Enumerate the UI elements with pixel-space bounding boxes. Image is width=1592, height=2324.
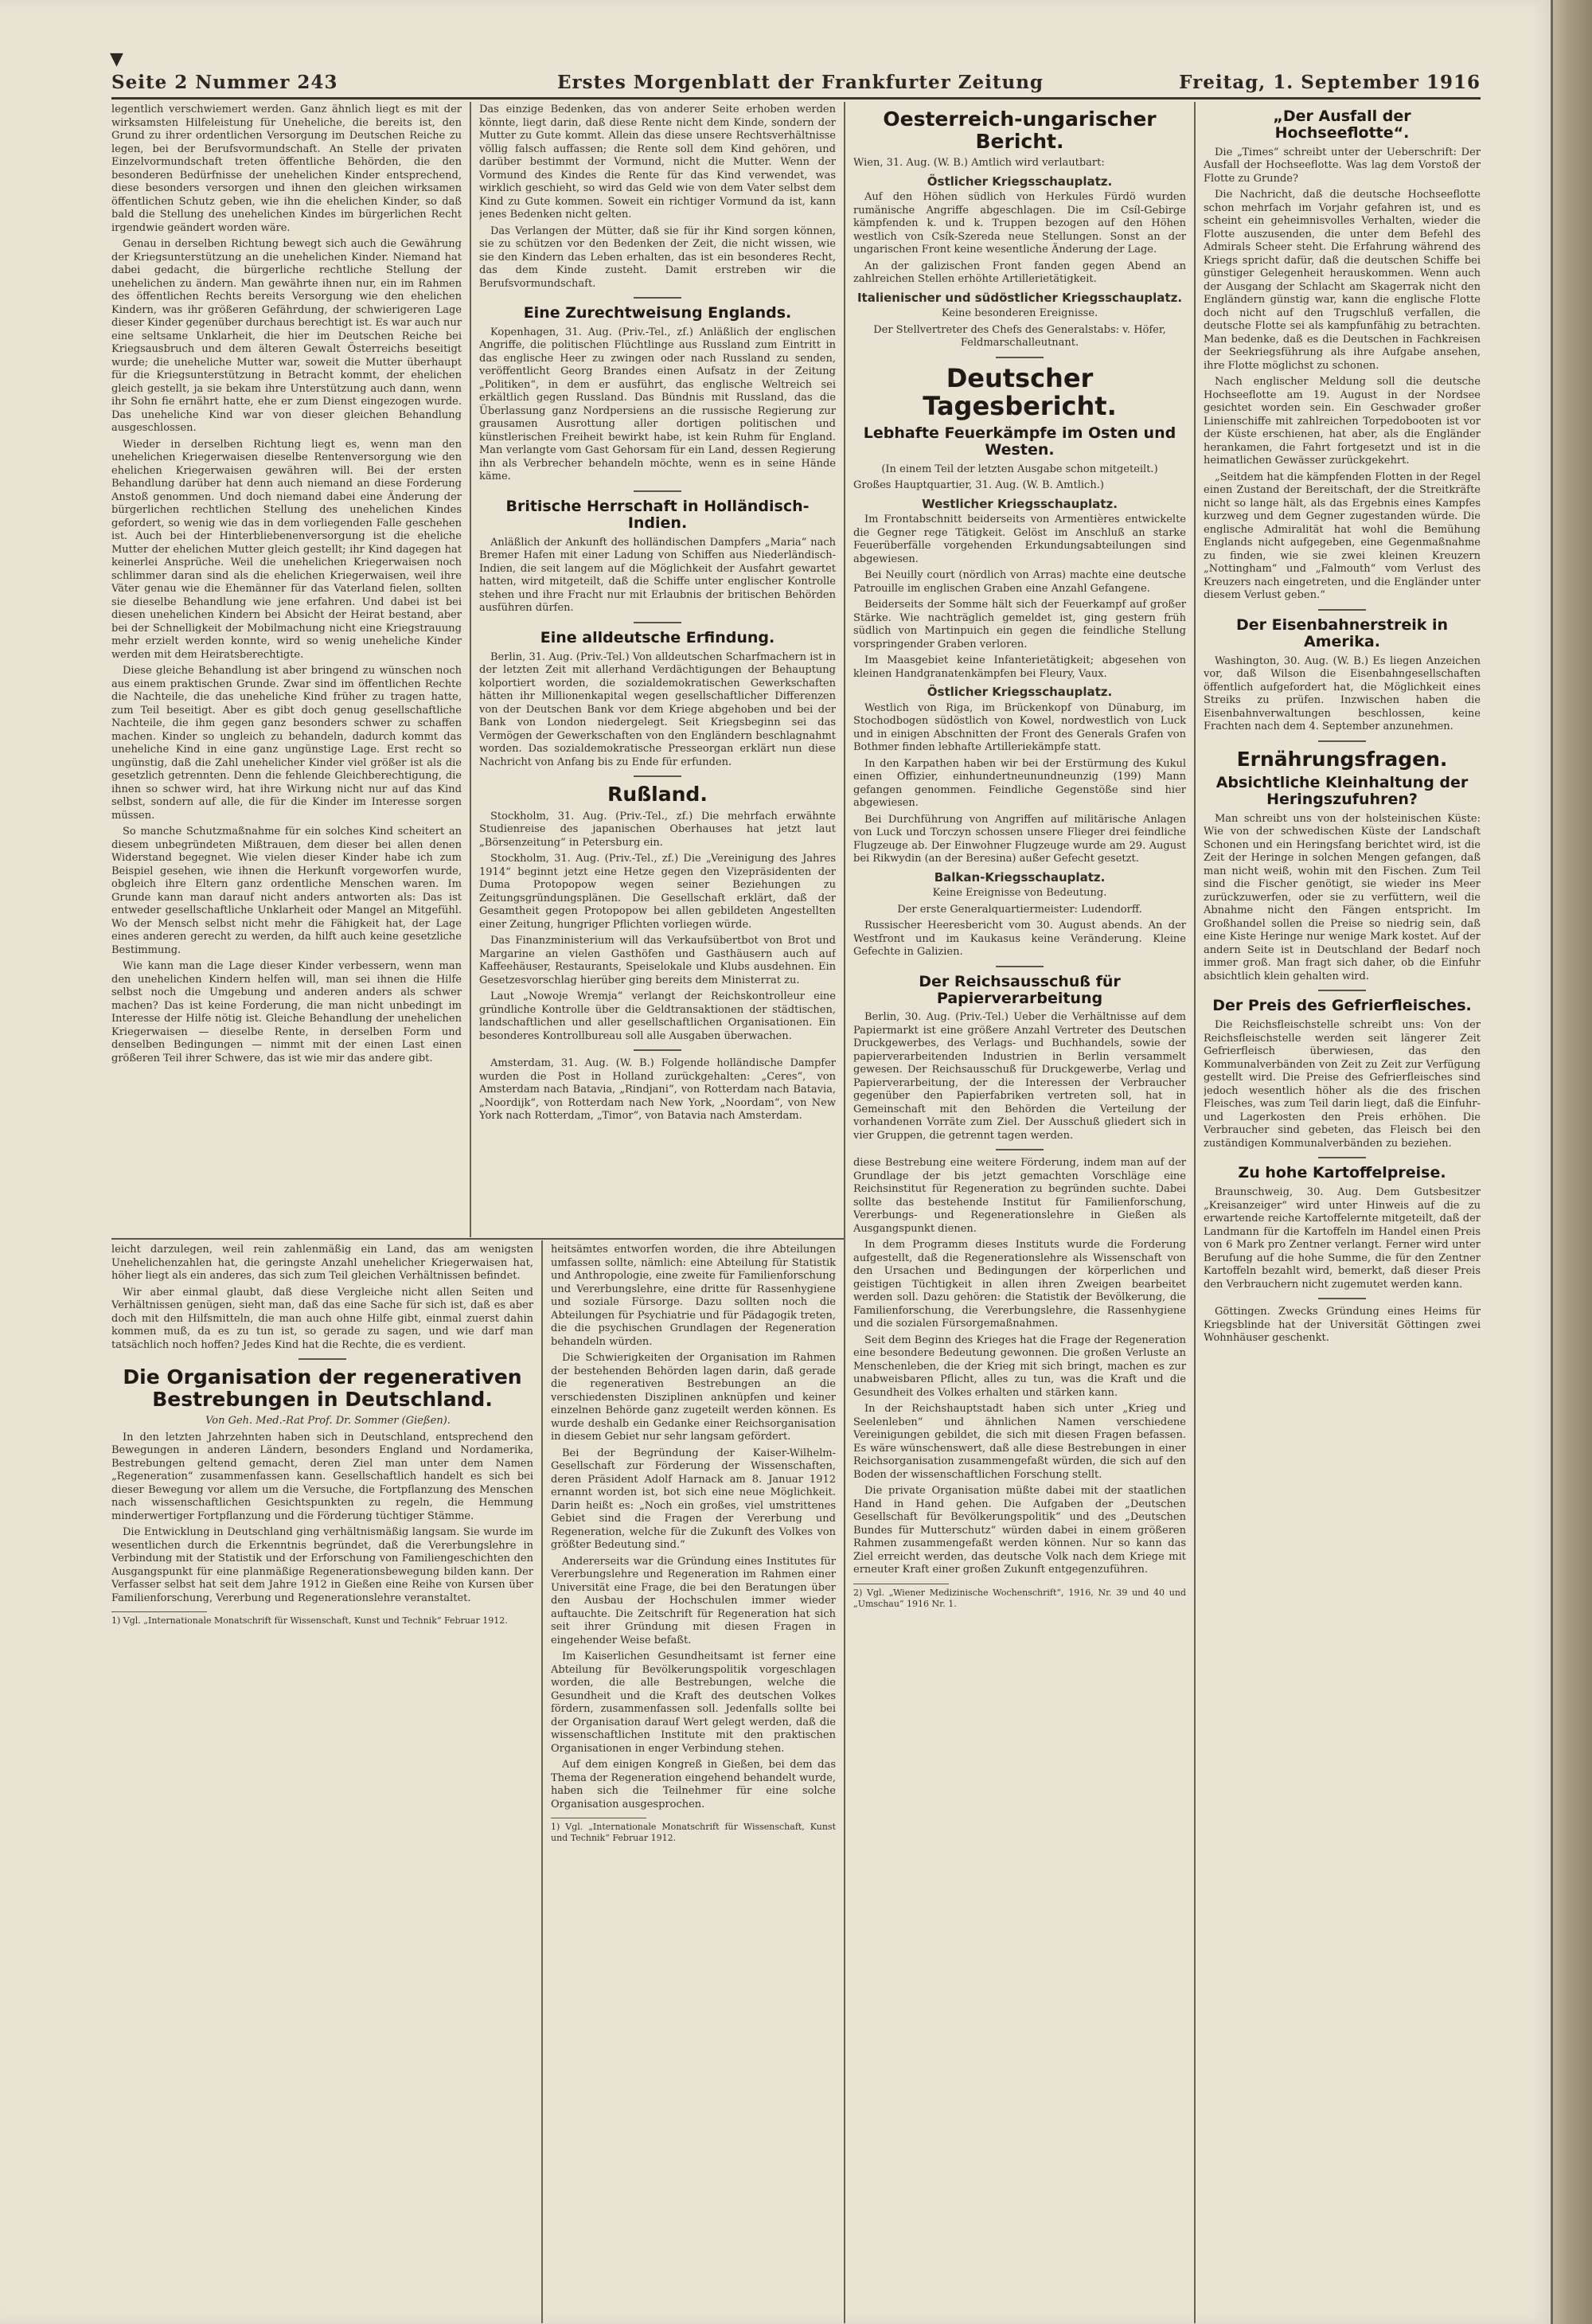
headline-hochseeflotte: „Der Ausfall der Hochseeflotte“. <box>1273 107 1411 142</box>
lower-column-2 <box>551 1244 836 2318</box>
article-divider <box>634 622 681 623</box>
text-paragraph: „Seitdem hat die kämpfenden Flotten in der Regel einen Zustand der Bereitschaft, der die Streitkräfte nicht so lange hält, als das Ergebnis eines Kampfes kurzweg und dem Gegner zugestanden würde. Die englische Admiralität hat wohl die Bemühung Englands nicht aufgegeben, eine Gegenmaßnahme zu finden, wie sie zwei kleinen Kreuzern „Nottingham“ und „Falmouth“ vom Verlust des Kreuzers nach eingetreten, und die Engländer unter diesem Verlust geben.“ <box>1204 471 1481 602</box>
article-divider <box>1318 1298 1366 1299</box>
text-paragraph: Laut „Nowoje Wremja“ verlangt der Reichskontrolleur eine gründliche Kontrolle über die Geldtransaktionen der städtischen, landschaftlichen und aller gesellschaftlichen Organisationen. Ein besonderes Kontrollbureau soll alle Ausgaben überwachen. <box>479 990 836 1042</box>
issue-date: Freitag, 1. September 1916 <box>1179 72 1481 93</box>
section-rule <box>111 1238 844 1240</box>
text-paragraph: Im Maasgebiet keine Infanterietätigkeit; abgesehen von kleinen Handgranatenkämpfen bei Fleury, Vaux. <box>853 654 1186 680</box>
text-paragraph: Andererseits war die Gründung eines Institutes für Vererbungslehre und Regeneration im Rahmen einer Universität eine Frage, die bei den Beratungen über den Ausbau der Hochschulen immer wieder auftauchte. Die Zeitschrift für Regeneration hat sich seit ihrer Gründung mit diesen Fragen in eingehender Weise befaßt. <box>551 1555 836 1646</box>
text-paragraph: Das Verlangen der Mütter, daß sie für ihr Kind sorgen können, sie zu schützen vor den Bedenken der Zeit, die nicht wissen, wie sie den Kindern das Leben erhalten, das ist ein besonderes Recht, das dem Kinde zusteht. Damit erstreben wir die Berufsvormundschaft. <box>479 225 836 290</box>
text-paragraph: Bei Durchführung von Angriffen auf militärische Anlagen von Luck und Torczyn schossen unsere Flieger drei feindliche Flugzeuge ab. Der Einwohner Flugzeuge wurde am 29. August bei Rikwydin (an der Beresina) außer Gefecht gesetzt. <box>853 813 1186 865</box>
text-paragraph: Göttingen. Zwecks Gründung eines Heims für Kriegsblinde hat der Universität Göttingen zwei Wohnhäuser geschenkt. <box>1204 1306 1481 1345</box>
text-paragraph: leicht darzulegen, weil rein zahlenmäßig ein Land, das am wenigsten Unehelichenzahlen hat, die geringste Anzahl unehelicher Kriegerwaisen hat, höher liegt als ein anderes, das sich zum Teil gleichen Verhältnissen befindet. <box>111 1244 533 1282</box>
subheadline-herring: Absichtliche Kleinhaltung der Heringszufuhren? <box>1215 774 1469 808</box>
text-paragraph: Wieder in derselben Richtung liegt es, wenn man den unehelichen Kriegerwaisen dieselbe Rentenversorgung wie den ehelichen Kriegerwaisen gewähren will. Bei der ersten Behandlung darüber hat denn auch niemand an diese Forderung Anstoß genommen. Und doch niemand dabei eine Änderung der bürgerlichen rechtlichen Stellung des unehelichen Kindes gefordert, so wenig wie das in dem vorliegenden Falle geschehen ist. Auch bei der Hinterbliebenenversorgung ist die eheliche Mutter der ehelichen Mutter gleich gestellt; ihr Kind dagegen hat keinerlei Ansprüche. Weil die unehelichen Kriegerwaisen noch schlimmer daran sind als die ehelichen Kriegerwaisen, weil ihre Väter genau wie die Ehemänner für das Vaterland fielen, sollten sie dieselbe Behandlung wie jene erfahren. Und dabei ist bei diesen unehelichen Kindern bei Absicht der Heirat bestand, aber bei der Schnelligkeit der Mobilmachung nicht eine Kriegstrauung mehr erzielt werden konnte, wird so wenig uneheliche Kinder werden mit dem Heiratsberechtigte. <box>111 438 462 661</box>
dateline: Wien, 31. Aug. (W. B.) Amtlich wird verlautbart: <box>853 157 1105 169</box>
text-paragraph: An der galizischen Front fanden gegen Abend an zahlreichen Stellen erhöhte Artillerietätigkeit. <box>853 260 1186 285</box>
footnote: 1) Vgl. „Internationale Monatschrift für Wissenschaft, Kunst und Technik“ Februar 1912. <box>111 1615 508 1626</box>
column-3 <box>853 104 1186 2318</box>
column-rule <box>541 1240 543 2323</box>
text-paragraph: Westlich von Riga, im Brückenkopf von Dünaburg, im Stochodbogen südöstlich von Kowel, nordwestlich von Luck und in einigen Abschnitten der Front des Generals Grafen von Bothmer finden lebhafte Artilleriekämpfe statt. <box>853 701 1186 754</box>
headline-russland: Rußland. <box>607 783 708 807</box>
article-divider <box>1318 609 1366 611</box>
headline-frozen-meat: Der Preis des Gefrierfleisches. <box>1212 997 1472 1015</box>
text-paragraph: Die Schwierigkeiten der Organisation im Rahmen der bestehenden Behörden lagen darin, daß gerade die regenerativen Bestrebungen an die verschiedensten Disziplinen anknüpfen und keiner einzelnen Behörde ganz zugeteilt werden können. Es wurde deshalb ein Gedanke einer Reichsorganisation in diesem Gebiet nur sehr langsam gefördert. <box>551 1352 836 1443</box>
subheading: Balkan-Kriegsschauplatz. <box>934 869 1106 885</box>
signature: Der Stellvertreter des Chefs des Generalstabs: v. Höfer, Feldmarschalleutnant. <box>873 323 1166 349</box>
headline-austria-report: Oesterreich-ungarischer Bericht. <box>883 107 1157 153</box>
text-paragraph: In den letzten Jahrzehnten haben sich in Deutschland, entsprechend den Bewegungen in anderen Ländern, besonders England und Nordamerika, Bestrebungen geltend gemacht, deren Ziel man unter dem Namen „Regeneration“ zusammenfassen kann. Gesellschaftlich handelt es sich bei dieser Bewegung vor allem um die Versuche, die Fortpflanzung des Menschen nach wissenschaftlichen Gesichtspunkten zu regeln, die Hemmung minderwertiger Fortpflanzung und die Förderung tüchtiger Stämme. <box>111 1431 533 1522</box>
text-paragraph: Washington, 30. Aug. (W. B.) Es liegen Anzeichen vor, daß Wilson die Eisenbahngesellschaften öffentlich aufgefordert hat, die Möglichkeit eines Streiks zu prüfen. Inzwischen haben die Eisenbahnverwaltungen beschlossen, keine Frachten nach dem 4. September anzunehmen. <box>1204 654 1481 733</box>
column-4 <box>1204 104 1481 2318</box>
subheading: Westlicher Kriegsschauplatz. <box>922 496 1118 511</box>
text-paragraph: diese Bestrebung eine weitere Förderung, indem man auf der Grundlage der bis jetzt gemachten Vorschläge eine Reichsinstitut für Regeneration zu begründen suchte. Dabei sollte das bestehende Institut für Familienforschung, Vererbungs- und Regenerationslehre in Gießen als Ausgangspunkt dienen. <box>853 1157 1186 1235</box>
footnote: 2) Vgl. „Wiener Medizinische Wochenschrift“, 1916, Nr. 39 und 40 und „Umschau“ 1916 Nr. 1. <box>853 1587 1186 1609</box>
column-1 <box>111 104 462 1232</box>
article-divider <box>634 490 681 492</box>
subheading: Östlicher Kriegsschauplatz. <box>927 685 1113 700</box>
text-paragraph: In der Reichshauptstadt haben sich unter „Krieg und Seelenleben“ und ähnlichen Namen verschiedene Vereinigungen gebildet, die sich mit diesen Fragen befassen. Es wäre wünschenswert, daß alle diese Bestrebungen in einer Reichsorganisation zusammengefaßt würden, die sich auf den Boden der wissenschaftlichen Forschung stellt. <box>853 1403 1186 1481</box>
text-paragraph: Keine besonderen Ereignisse. <box>941 307 1098 319</box>
headline-paper: Der Reichsausschuß für Papierverarbeitung <box>919 972 1121 1007</box>
text-paragraph: Stockholm, 31. Aug. (Priv.-Tel., zf.) Die „Vereinigung des Jahres 1914“ beginnt jetzt eine Hetze gegen den Vizepräsidenten der Duma Protopopow wegen seiner Beziehungen zu Zeitungsgründungsplänen. Die Gesellschaft erklärt, daß der Gesamtheit gegen Protopopow bei allen gebildeten Angestellten einer Zeitung, hungriger Pflichten vorliegen würde. <box>479 853 836 931</box>
footnote-rule <box>111 1611 207 1612</box>
headline-england: Eine Zurechtweisung Englands. <box>523 304 792 322</box>
article-divider <box>1318 1157 1366 1158</box>
corner-mark: ▼ <box>110 49 123 69</box>
page-header <box>111 68 1481 96</box>
lower-column-1 <box>111 1244 533 2318</box>
article-divider <box>996 1149 1044 1150</box>
headline-erfindung: Eine alldeutsche Erfindung. <box>540 628 775 646</box>
text-paragraph: Stockholm, 31. Aug. (Priv.-Tel., zf.) Die mehrfach erwähnte Studienreise des japanischen Oberhauses hat jetzt laut „Börsenzeitung“ in Petersburg ein. <box>479 810 836 849</box>
text-paragraph: Anläßlich der Ankunft des holländischen Dampfers „Maria“ nach Bremer Hafen mit einer Ladung von Schiffen aus Niederländisch-Indien, die seit langem auf die Möglichkeit der Ausfahrt gewartet hatten, wird mitgeteilt, daß die Schiffe unter englischer Kontrolle stehen und ihre Fracht nur mit Erlaubnis der britischen Behörden ausführen dürfen. <box>479 536 836 615</box>
signature: Der erste Generalquartiermeister: Ludendorff. <box>897 903 1142 916</box>
footnote: 1) Vgl. „Internationale Monatschrift für Wissenschaft, Kunst und Technik“ Februar 1912. <box>551 1822 836 1843</box>
note: (In einem Teil der letzten Ausgabe schon mitgeteilt.) <box>881 463 1158 475</box>
text-paragraph: So manche Schutzmaßnahme für ein solches Kind scheitert an diesem unbegründeten Mißtrauen, dem dieser bei allen denen Widerstand begegnet. Wie vielen dieser Kinder habe ich zum Beispiel gesehen, wie ihnen die Herkunft vorgeworfen wurde, obgleich ihre Eltern ganz ordentliche Menschen waren. Im Grunde kann man darauf nicht anders antworten als: Das ist entweder gesellschaftliche Unklarheit oder Mangel an Mitgefühl. Wo der Mensch selbst nicht mehr die Fähigkeit hat, der Lage eines anderen gerecht zu werden, da hilft auch keine gesetzliche Bestimmung. <box>111 826 462 956</box>
text-paragraph: Bei der Begründung der Kaiser-Wilhelm-Gesellschaft zur Förderung der Wissenschaften, deren Präsident Adolf Harnack am 8. Januar 1912 ernannt worden ist, bot sich eine neue Möglichkeit. Darin heißt es: „Noch ein großes, viel umstrittenes Gebiet sind die Fragen der Vererbung und Regeneration, welche für die Zukunft des Volkes von größter Bedeutung sind.“ <box>551 1447 836 1551</box>
column-rule <box>470 102 471 1237</box>
article-divider <box>996 357 1044 358</box>
headline-nutrition: Ernährungsfragen. <box>1236 747 1448 771</box>
column-rule <box>1194 102 1196 2323</box>
column-rule <box>844 102 845 2323</box>
headline-holland: Britische Herrschaft in Holländisch-Indien. <box>505 497 810 532</box>
text-paragraph: Diese gleiche Behandlung ist aber bringend zu wünschen noch aus einem praktischen Grunde. Zwar sind im öffentlichen Rechte die Nachteile, die das uneheliche Kind früher zu tragen hatte, zum Teil beseitigt. Aber es gibt doch genug gesellschaftliche Nachteile, die ihm gegen ganz besonders schwer zu schaffen machen. Kinder so ungleich zu behandeln, dadurch kommt das uneheliche Kind in eine ganz ungünstige Lage. Erst recht so ungünstig, daß die Zahl unehelicher Kinder viel größer ist als die gesetzlich getrennten. Denn die fehlende Gleichberechtigung, die ihnen so schwer wird, hat ihre Wirkung nicht nur auf das Kind selbst, sondern auf alle, die für die Kinder im Interesse sorgen müssen. <box>111 665 462 822</box>
text-paragraph: Seit dem Beginn des Krieges hat die Frage der Regeneration eine besondere Bedeutung gewonnen. Die großen Verluste an Menschenleben, die der Krieg mit sich bringt, machen es zur unabweisbaren Pflicht, alles zu tun, was die Kraft und die Gesundheit des Volkes erhalten und stärken kann. <box>853 1334 1186 1399</box>
text-paragraph: Man schreibt uns von der holsteinischen Küste: Wie von der schwedischen Küste der Landschaft Schonen und ein Heringsfang berichtet wird, ist die Zeit der Heringe in solchen Mengen gefangen, daß man nicht weiß, wohin mit den Fischen. Zum Teil sind die Fischer genötigt, sie wieder ins Meer zurückzuwerfen, oder sie zu verfüttern, weil die Abnahme nicht den Fängen entspricht. Im Großhandel sollen die Preise so niedrig sein, daß eine Kiste Heringe nur wenige Mark kostet. Auf der andern Seite ist in Deutschland der Bedarf noch immer groß. Man fragt sich daher, ob die Einfuhr absichtlich klein gehalten wird. <box>1204 812 1481 982</box>
newspaper-title: Erstes Morgenblatt der Frankfurter Zeitung <box>557 72 1044 93</box>
text-paragraph: Genau in derselben Richtung bewegt sich auch die Gewährung der Kriegsunterstützung an die unehelichen Kinder. Niemand hat dabei gedacht, die bürgerliche rechtliche Stellung der unehelichen zu ändern. Man gewährte ihnen nur, ein im Rahmen des öffentlichen Rechts bereits Versorgung wie den ehelichen Kindern, was ihr größeren Gefährdung, der schwierigeren Lage dieser Kinder gegenüber durchaus berechtigt ist. Es war auch nur eine seltsame Unklarheit, die hier im Deutschen Reiche bei Kriegsausbruch und dem älteren Gewalt Österreichs beseitigt wurde; die uneheliche Mutter war, soweit die Mutter überhaupt für die Kriegsunterstützung in Betracht kommt, der ehelichen gleich gestellt, ja sie bekam ihre Unterstützung auch dann, wenn ihr Sohn fie ernährt hatte, ehe er zum Dienst eingezogen wurde. Das uneheliche Kind war von dieser gleichen Behandlung ausgeschlossen. <box>111 238 462 434</box>
text-paragraph: Bei Neuilly court (nördlich von Arras) machte eine deutsche Patrouille im englischen Graben eine Anzahl Gefangene. <box>853 569 1186 595</box>
text-paragraph: Keine Ereignisse von Bedeutung. <box>932 887 1107 900</box>
subheading: Italienischer und südöstlicher Kriegsschauplatz. <box>856 290 1183 305</box>
text-paragraph: In dem Programm dieses Instituts wurde die Forderung aufgestellt, daß die Regenerationslehre als Wissenschaft von den Ursachen und Bedingungen der körperlichen und geistigen Tüchtigkeit in allen ihren Zweigen bearbeitet werden soll. Dazu gehören: die Statistik der Bevölkerung, die Familienforschung, die Vererbungslehre, die Rassenhygiene und die sozialen Fürsorgemaßnahmen. <box>853 1239 1186 1330</box>
text-paragraph: Das Finanzministerium will das Verkaufsübertbot von Brot und Margarine an vielen Gasthöfen und Gasthäusern auch auf Kaffeehäuser, Restaurants, Speiselokale und Klubs ausdehnen. Ein Gesetzesvorschlag hierüber ging bereits dem Ministerrat zu. <box>479 935 836 986</box>
headline-german-report: Deutscher Tagesbericht. <box>923 362 1117 421</box>
text-paragraph: Nach englischer Meldung soll die deutsche Hochseeflotte am 19. August in der Nordsee gesichtet worden sein. Ein Geschwader großer Linienschiffe mit zahlreichen Torpedobooten ist vor der Küste erschienen, hat aber, als die Engländer herankamen, die Fahrt fortgesetzt und ist in die heimatlichen Gewässer zurückgekehrt. <box>1204 376 1481 467</box>
article-divider <box>634 1049 681 1051</box>
subheadline-german-report: Lebhafte Feuerkämpfe im Osten und Westen. <box>863 424 1176 459</box>
column-2 <box>479 104 836 1232</box>
page-number: Seite 2 Nummer 243 <box>111 72 338 93</box>
text-paragraph: Berlin, 30. Aug. (Priv.-Tel.) Ueber die Verhältnisse auf dem Papiermarkt ist eine größere Anzahl Vertreter des Deutschen Druckgewerbes, des Verlags- und Buchhandels, sowie der papierverarbeitenden Industrien in Berlin versammelt gewesen. Der Reichsausschuß für Druckgewerbe, Verlag und Papierverarbeitung, der die Interessen der Verbraucher gegenüber den Papierfabriken vertreten soll, hat in Gemeinschaft mit den Behörden die Verteilung der vorhandenen Vorräte zum Ziel. Der Ausschuß gliedert sich in vier Gruppen, die getrennt tagen werden. <box>853 1011 1186 1142</box>
text-paragraph: Berlin, 31. Aug. (Priv.-Tel.) Von alldeutschen Scharfmachern ist in der letzten Zeit mit allerhand Verdächtigungen der Behauptung kolportiert worden, die sozialdemokratischen Gewerkschaften hätten ihr Millionenkapital wegen gesellschaftlicher Differenzen von der Deutschen Bank vor dem Kriege abgehoben und bei der Bank von London niedergelegt. Seit Kriegsbeginn sei das Vermögen der Gewerkschaften von den Engländern beschlagnahmt worden. Das sozialdemokratische Presseorgan erklärt nun diese Nachricht von Anfang bis zu Ende für erfunden. <box>479 650 836 768</box>
headline-regeneration: Die Organisation der regenerativen Bestrebungen in Deutschland. <box>123 1365 522 1411</box>
article-divider <box>996 966 1044 967</box>
book-page-edge <box>1551 0 1592 2324</box>
text-paragraph: In den Karpathen haben wir bei der Erstürmung des Kukul einen Offizier, einhundertneunundneunzig (199) Mann gefangen genommen. Feindliche Gegenstöße sind hier abgewiesen. <box>853 757 1186 810</box>
text-paragraph: Die Entwicklung in Deutschland ging verhältnismäßig langsam. Sie wurde im wesentlichen durch die Erkenntnis begründet, daß die Vererbungslehre in Verbindung mit der Statistik und der Erforschung von Familiengeschichten den Ausgangspunkt für eine planmäßige Regenerationsbewegung bilden kann. Der Verfasser selbst hat seit dem Jahre 1912 in Gießen eine Reihe von Kursen über Familienforschung, Vererbung und Regenerationslehre veranstaltet. <box>111 1526 533 1604</box>
article-divider <box>634 297 681 299</box>
header-rule <box>111 97 1481 100</box>
text-paragraph: Wir aber einmal glaubt, daß diese Vergleiche nicht allen Seiten und Verhältnissen genügen, sieht man, daß das eine Sache für sich ist, daß es aber doch mit den Hilfsmitteln, die man auch ohne Hilfe gibt, einmal zuerst dahin kommen muß, da es zu tun ist, so gerade zu sagen, und wie darf man tatsächlich noch hoffen? Jedes Kind hat die Rechte, die es verdient. <box>111 1286 533 1351</box>
text-paragraph: Die private Organisation müßte dabei mit der staatlichen Hand in Hand gehen. Die Aufgaben der „Deutschen Gesellschaft für Bevölkerungspolitik“ und des „Deutschen Bundes für Mutterschutz“ würden dabei in einem größeren Rahmen zusammengefaßt werden können. Nur so kann das Ziel erreicht werden, das deutsche Volk nach dem Kriege mit erneuter Kraft einer großen Zukunft entgegenzuführen. <box>853 1485 1186 1576</box>
author-byline: Von Geh. Med.-Rat Prof. Dr. Sommer (Gießen). <box>205 1415 451 1427</box>
text-paragraph: Im Frontabschnitt beiderseits von Armentières entwickelte die Gegner rege Tätigkeit. Gelöst im Anschluß an starke Feuerüberfälle vorgehenden Erkundungsabteilungen sind abgewiesen. <box>853 514 1186 565</box>
text-paragraph: Auf den Höhen südlich von Herkules Fürdö wurden rumänische Angriffe abgeschlagen. Die im Csíl-Gebirge kämpfenden k. und k. Truppen bezogen auf den Höhen westlich von Csík-Szereda neue Stellungen. Sonst an der ungarischen Front keine wesentliche Änderung der Lage. <box>853 191 1186 256</box>
text-paragraph: Das einzige Bedenken, das von anderer Seite erhoben werden könnte, liegt darin, daß diese Rente nicht dem Kinde, sondern der Mutter zu Gute kommt. Allein das diese unsere Rechtsverhältnisse völlig falsch auffassen; die Rente soll dem Kind gehören, und darüber bestimmt der Vormund, nicht die Mutter. Wenn der Vormund des Kindes die Rente für das Kind verwendet, was wirklich geschieht, so wird das Geld wie von dem Vater selbst dem Kind zu Gute kommen. Soweit ein richtiger Vormund da ist, kann jenes Bedenken nicht gelten. <box>479 104 836 221</box>
text-paragraph: Die Nachricht, daß die deutsche Hochseeflotte schon mehrfach im Vorjahr gefahren ist, und es scheint ein geheimnisvolles Verhalten, wieder die Flotte auszusenden, die unter dem Befehl des Admirals Scheer steht. Die Erfahrung während des Kriegs spricht dafür, daß die deutschen Schiffe bei günstiger Gelegenheit herauskommen. Wenn auch der Ausgang der Schlacht am Skagerrak nicht den Engländern günstig war, kann die englische Flotte doch nicht auf den Trugschluß verfallen, die deutsche Flotte sei als kampfunfähig zu betrachten. Man bedenke, daß es die Deutschen in Fachkreisen der Seekriegsführung als ihre Aufgabe ansehen, ihre Flotte möglichst zu schonen. <box>1204 189 1481 372</box>
text-paragraph: Die „Times“ schreibt unter der Ueberschrift: Der Ausfall der Hochseeflotte. Was lag dem Vorstoß der Flotte zu Grunde? <box>1204 146 1481 185</box>
text-paragraph: Kopenhagen, 31. Aug. (Priv.-Tel., zf.) Anläßlich der englischen Angriffe, die politischen Flüchtlinge aus Russland zum Eintritt in das englische Heer zu zwingen oder nach Russland zu senden, veröffentlicht Georg Brandes einen Aufsatz in der Zeitung „Politiken“, in dem er ausführt, das englische Weltreich sei erkältlich gegen Russland. Das Bündnis mit Russland, das die Überlassung ganz Nordpersiens an die russische Regierung zur grausamen Ausrottung aller dortigen politischen und künstlerischen Freiheit bewirkt habe, ist kein Ruhm für England. Man verlangte vom Gast Gehorsam für ein Land, dessen Regierung ihn als Verbrecher behandeln möchte, wenn es in seine Hände käme. <box>479 326 836 483</box>
text-paragraph: Amsterdam, 31. Aug. (W. B.) Folgende holländische Dampfer wurden die Post in Holland zurückgehalten: „Ceres“, von Amsterdam nach Batavia, „Rindjani“, von Rotterdam nach Batavia, „Noordijk“, von Rotterdam nach New York, „Noordam“, von New York nach Rotterdam, „Timor“, von Batavia nach Amsterdam. <box>479 1057 836 1123</box>
article-divider <box>634 775 681 777</box>
text-paragraph: Russischer Heeresbericht vom 30. August abends. An der Westfront und im Kaukasus keine Veränderung. Kleine Gefechte in Galizien. <box>853 920 1186 959</box>
dateline: Großes Hauptquartier, 31. Aug. (W. B. Amtlich.) <box>853 479 1104 492</box>
headline-potato-prices: Zu hohe Kartoffelpreise. <box>1238 1164 1446 1182</box>
text-paragraph: Auf dem einigen Kongreß in Gießen, bei dem das Thema der Regeneration eingehend behandelt wurde, haben sich die Teilnehmer für eine solche Organisation ausgesprochen. <box>551 1759 836 1810</box>
text-paragraph: Wie kann man die Lage dieser Kinder verbessern, wenn man den unehelichen Kindern helfen will, man sei ihnen die Hilfe selbst noch die Umgebung und anderen anders als schwer machen? Das ist keine Forderung, die man nicht unbedingt im Interesse der Hilfe nötig ist. Gleiche Behandlung der unehelichen Kriegerwaisen — dieselbe Rente, in derselben Form und denselben Bedingungen — nimmt mit der einen Last einen größeren Teil ihrer Schwere, das ist wie mir das andere gibt. <box>111 960 462 1064</box>
text-paragraph: legentlich verschwiemert werden. Ganz ähnlich liegt es mit der wirksamsten Hilfeleistung für Uneheliche, die bereits ist, den Grund zu ihrer ordentlichen Versorgung im Deutschen Reiche zu legen, bei der Berufsvormundschaft. An Stelle der privaten Einzelvormundschaft treten öffentliche Behörden, die den besonderen Bedürfnisse der unehelichen Kinder entsprechend, diese besonders versorgen und ihnen den gleichen wirksamen öffentlichen Schutz geben, wie ihn die ehelichen Kinder, so daß bald die Stellung des unehelichen Kindes im bürgerlichen Recht irgendwie geändert worden wäre. <box>111 104 462 234</box>
subheading: Östlicher Kriegsschauplatz. <box>927 174 1113 189</box>
article-divider <box>1318 740 1366 742</box>
text-paragraph: Die Reichsfleischstelle schreibt uns: Von der Reichsfleischstelle werden seit längerer Zeit Gefrierfleisch überwiesen, das den Kommunalverbänden von Zeit zu Zeit zur Verfügung gestellt wird. Die Preise des Gefrierfleisches sind jedoch wesentlich höher als die des frischen Fleisches, was zum Teil darin liegt, daß die Einfuhr- und Lagerkosten den Preis erhöhen. Die Verbraucher sind gebeten, das Fleisch bei den zuständigen Kommunalverbänden zu beziehen. <box>1204 1019 1481 1150</box>
headline-railway-strike: Der Eisenbahnerstreik in Amerika. <box>1235 615 1449 650</box>
text-paragraph: Beiderseits der Somme hält sich der Feuerkampf auf großer Stärke. Wie nachträglich gemeldet ist, ging gestern früh südlich von Martinpuich ein gegen die feindliche Stellung vorspringender Graben verloren. <box>853 599 1186 650</box>
article-divider <box>298 1358 346 1360</box>
text-paragraph: Im Kaiserlichen Gesundheitsamt ist ferner eine Abteilung für Bevölkerungspolitik vorgeschlagen worden, die alle Bestrebungen, welche die Gesundheit und die Kraft des deutschen Volkes fördern, zusammenfassen soll. Jedenfalls sollte bei der Organisation darauf Wert gelegt werden, daß die wissenschaftlichen Institute mit den praktischen Organisationen in enger Verbindung stehen. <box>551 1650 836 1755</box>
text-paragraph: Braunschweig, 30. Aug. Dem Gutsbesitzer „Kreisanzeiger“ wird unter Hinweis auf die zu erwartende reiche Kartoffelernte mitgeteilt, daß der Landmann für die Kartoffeln im Handel einen Preis von 6 Mark pro Zentner verlangt. Ferner wird unter Berufung auf die hohe Summe, die für den Zentner Kartoffeln bezahlt wird, bemerkt, daß dieser Preis den Verbrauchern nicht zugemutet werden kann. <box>1204 1186 1481 1291</box>
text-paragraph: heitsämtes entworfen worden, die ihre Abteilungen umfassen sollte, nämlich: eine Abteilung für Statistik und Anthropologie, eine zweite für Familienforschung und Vererbungslehre, eine dritte für Rassenhygiene und soziale Fürsorge. Dazu sollten noch die Abteilungen für Psychiatrie und für Pädagogik treten, die die psychischen Grundlagen der Regeneration behandeln würden. <box>551 1244 836 1348</box>
article-divider <box>1318 990 1366 991</box>
